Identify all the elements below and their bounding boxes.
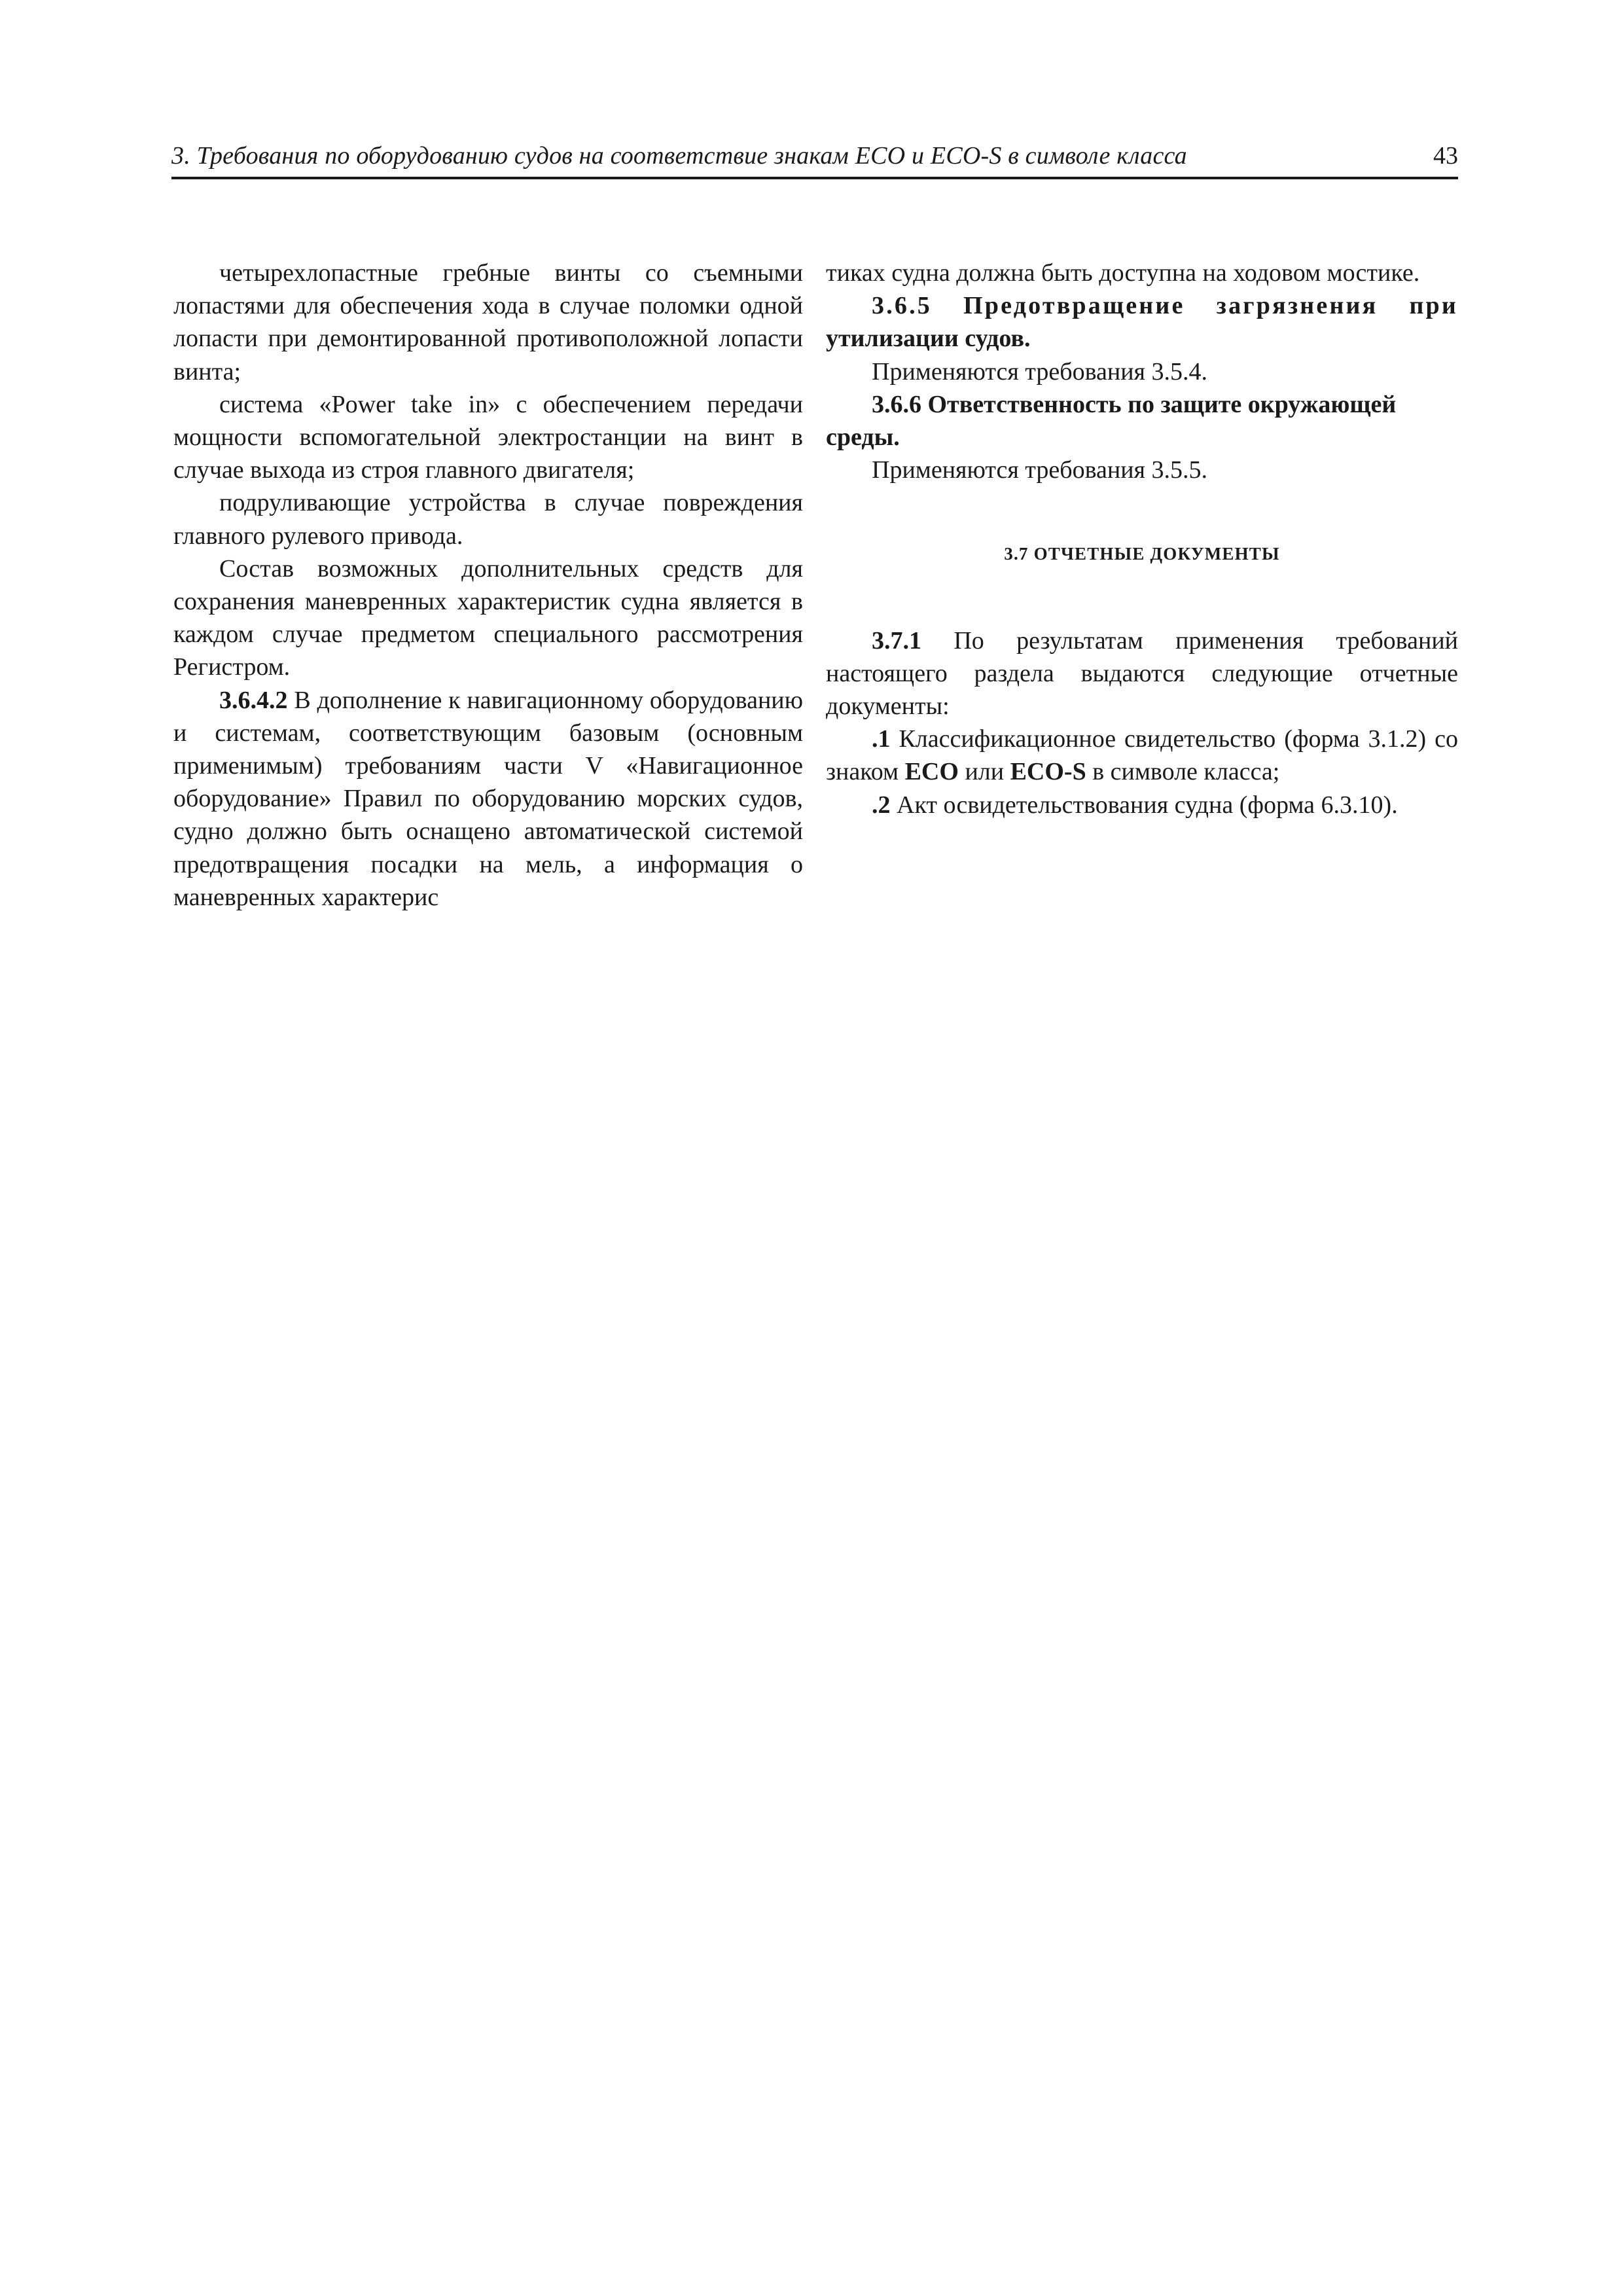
clause-number-3-7-1: 3.7.1 — [872, 626, 921, 655]
list-item-1 — [826, 723, 1458, 788]
heading-3-6-5-cont — [826, 322, 1458, 355]
heading-3-6-5-line1: 3.6.5 Предотвращение загрязнения при — [872, 292, 1458, 320]
paragraph-3-6-5: Применяются требования 3.5.4. — [872, 357, 1208, 386]
left-column — [173, 257, 803, 914]
paragraph-3-6-4-2 — [173, 684, 803, 914]
paragraph-additional-means: Состав возможных дополнительных средств для сохранения маневренных характеристик судна является в каждом случае предметом специального рассмотрения Регистром. — [173, 554, 803, 681]
list-item-2 — [826, 789, 1458, 821]
section-title-3-7: 3.7 ОТЧЕТНЫЕ ДОКУМЕНТЫ — [1004, 544, 1280, 564]
mark-eco: ECO — [904, 758, 959, 786]
header-rule — [171, 177, 1458, 179]
mark-eco-s: ECO-S — [1010, 758, 1086, 786]
clause-text: В дополнение к навигационному оборудованию и системам, соответствующим базовым (основным применимым) требованиям части V «Навигационное оборудование» Правил по оборудованию морских судов, судно должно быть оснащено автоматической системой предотвращения посадки на мель, а информация о маневренных характерис — [173, 686, 803, 911]
list-item-2-number: .2 — [872, 791, 891, 819]
list-item-2-text: Акт освидетельствования судна (форма 6.3.10). — [890, 791, 1398, 819]
right-column — [826, 257, 1458, 821]
list-item-1-number: .1 — [872, 725, 891, 753]
list-item-1-text-c: в символе класса; — [1086, 758, 1280, 786]
paragraph-power-take-in: система «Power take in» с обеспечением передачи мощности вспомогательной электростанции на винт в случае выхода из строя главного двигателя; — [173, 390, 803, 484]
heading-3-6-5 — [826, 289, 1458, 322]
clause-text-3-7-1: По результатам применения требований настоящего раздела выдаются следующие отчетные документы: — [826, 626, 1458, 721]
running-header-title: 3. Требования по оборудованию судов на соответствие знакам ECO и ECO-S в символе класса — [171, 142, 1187, 170]
heading-3-6-6 — [826, 388, 1458, 421]
heading-3-6-6-line2: среды. — [826, 423, 900, 452]
page-number: 43 — [1433, 142, 1458, 170]
paragraph-thrusters: подруливающие устройства в случае повреждения главного рулевого привода. — [173, 489, 803, 550]
paragraph-continuation: тиках судна должна быть доступна на ходовом мостике. — [826, 259, 1420, 287]
heading-3-6-6-line1: 3.6.6 Ответственность по защите окружающей — [872, 390, 1397, 418]
paragraph-propellers: четырехлопастные гребные винты со съемными лопастями для обеспечения хода в случае поломки одной лопасти при демонтированной противоположной лопасти винта; — [173, 259, 803, 386]
paragraph-3-6-6: Применяются требования 3.5.5. — [872, 456, 1208, 484]
list-item-1-text-b: или — [958, 758, 1010, 786]
list-item-1-text-a: Классификационное свидетельство (форма 3.1.2) со знаком — [826, 725, 1458, 786]
heading-3-6-6-cont — [826, 421, 1458, 454]
paragraph-3-7-1 — [826, 624, 1458, 723]
heading-3-6-5-line2: утилизации судов. — [826, 325, 1031, 353]
running-header — [171, 139, 1458, 178]
clause-number: 3.6.4.2 — [219, 686, 288, 714]
